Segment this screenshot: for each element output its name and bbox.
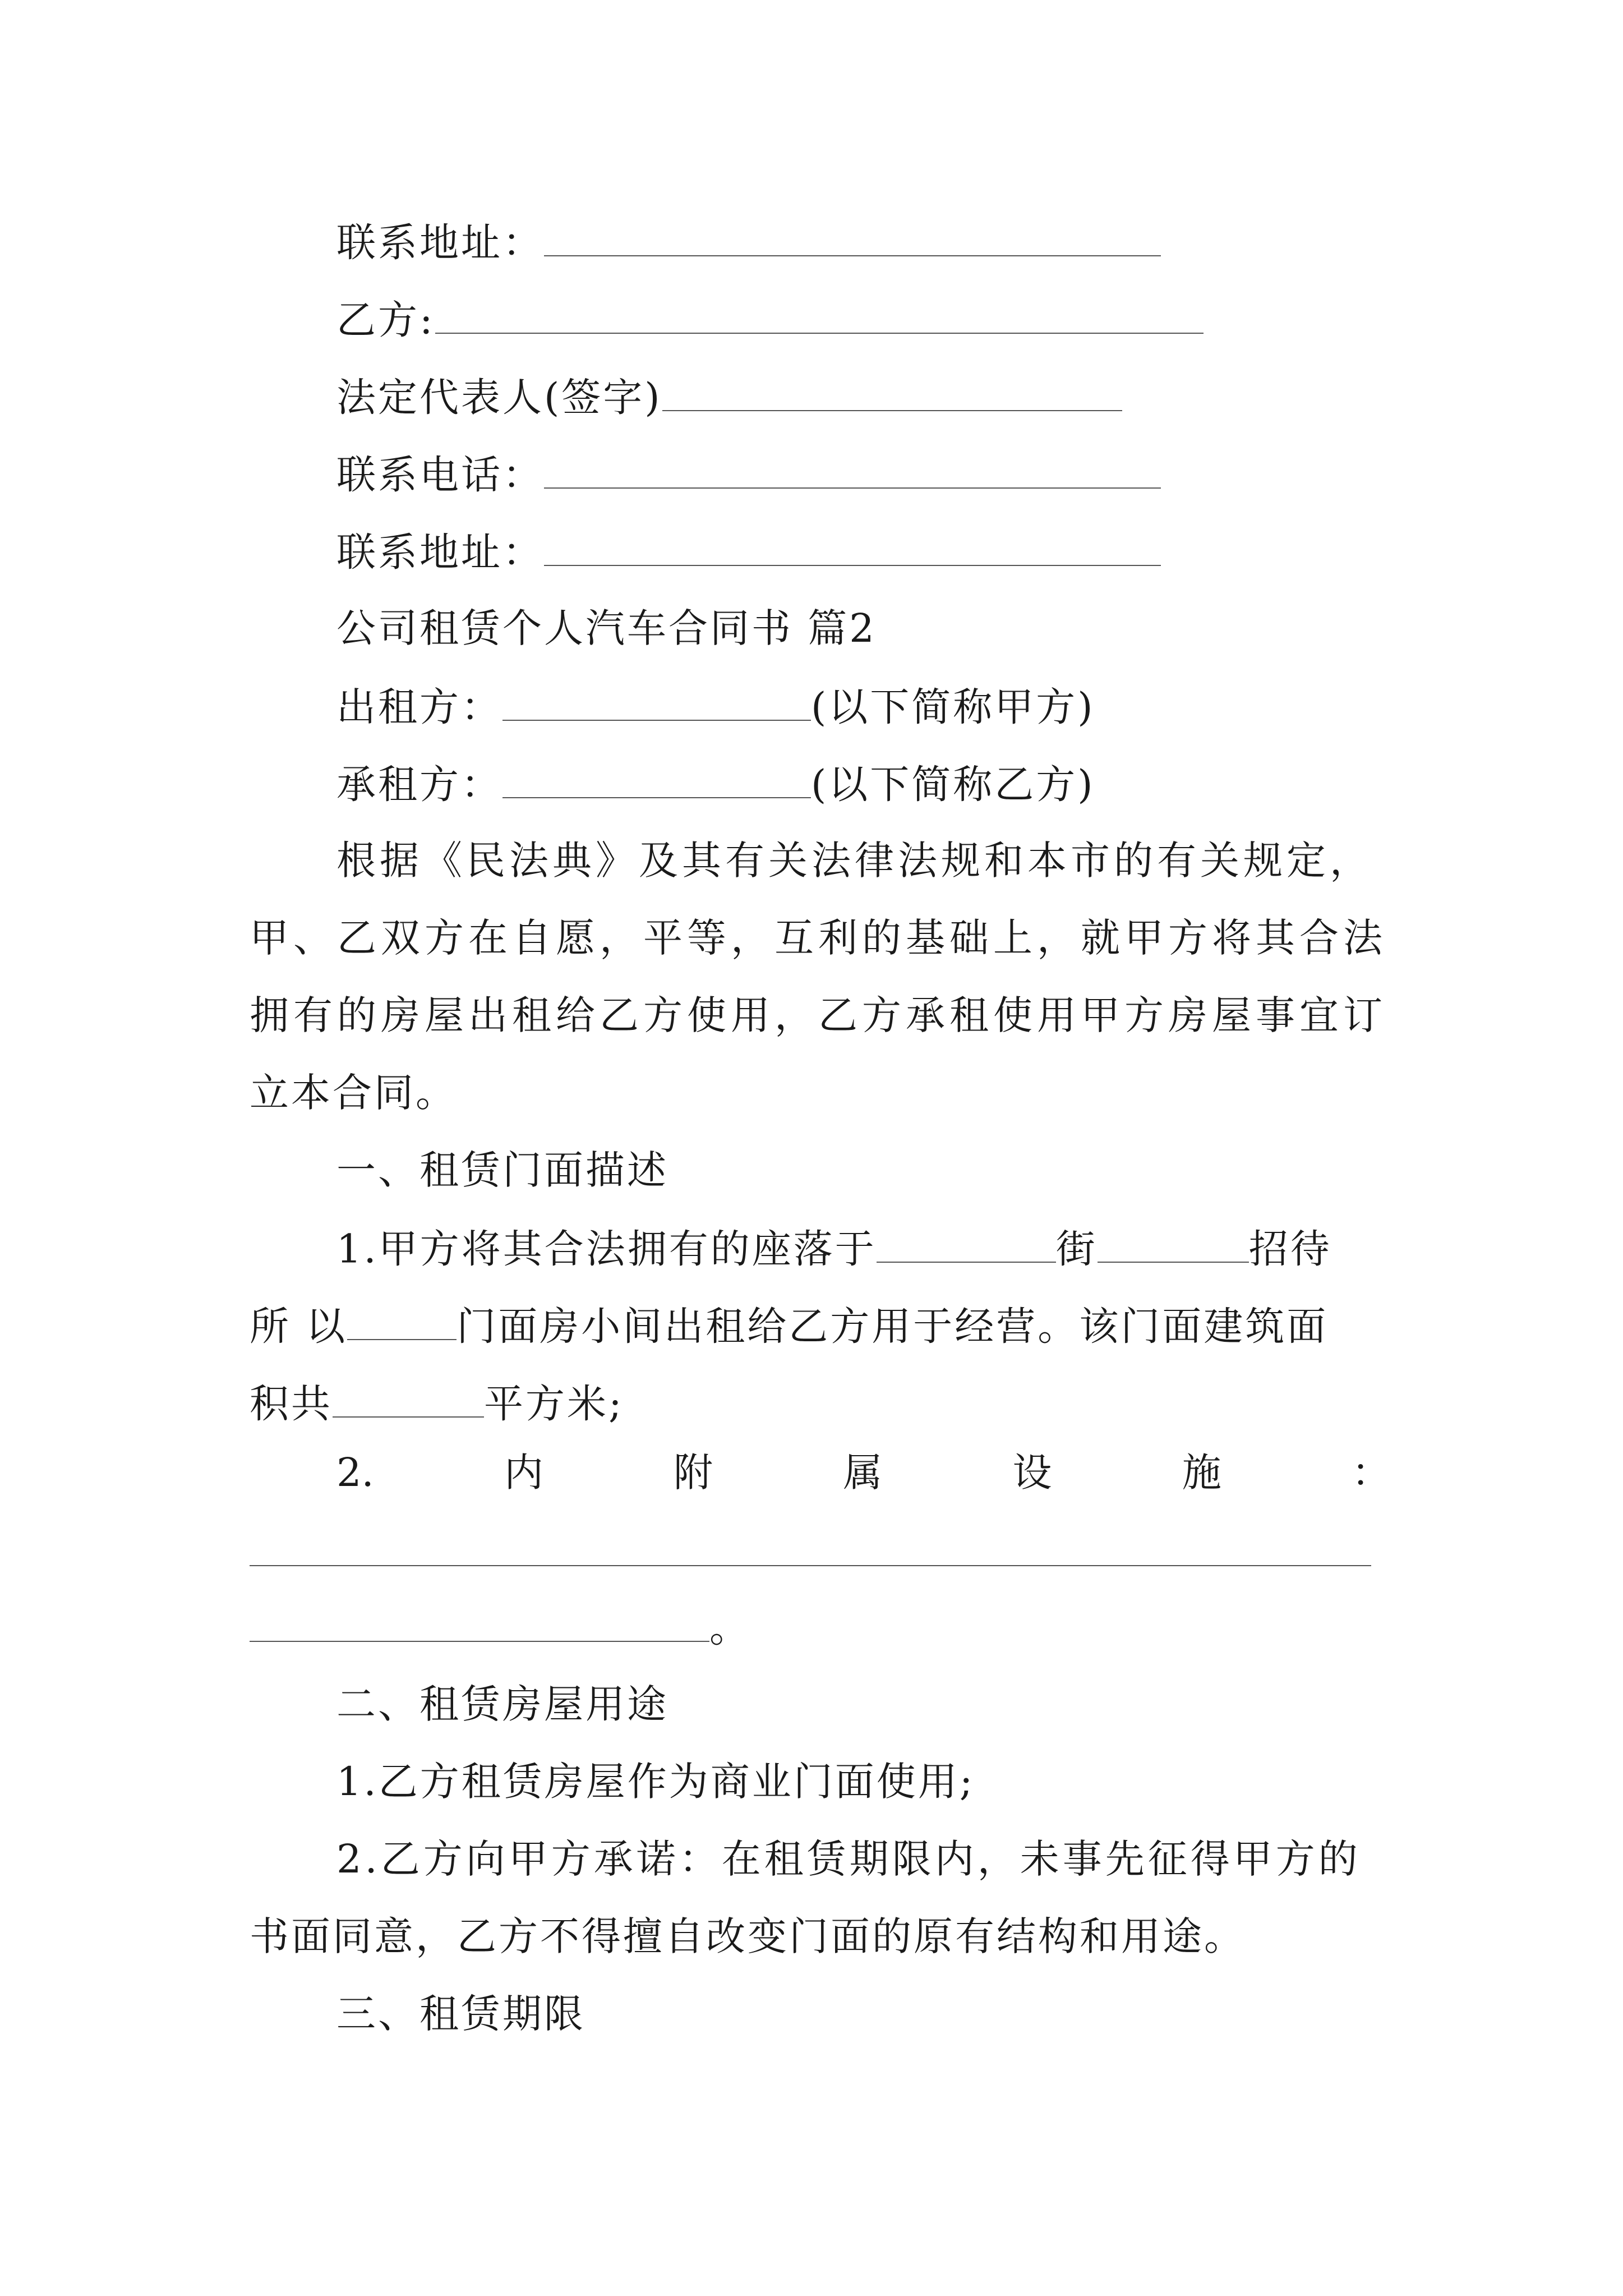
clause-1-part-2: 招待 bbox=[1248, 1226, 1332, 1272]
lessor-blank[interactable] bbox=[502, 686, 811, 721]
use-2-line-2: 书面同意，乙方不得擅自改变门面的原有结构和用途。 bbox=[250, 1913, 1246, 1959]
heading-3: 三、租赁期限 bbox=[336, 1991, 585, 2037]
b-address-line bbox=[336, 529, 1161, 576]
lessee-line bbox=[336, 761, 1095, 808]
clause-1-line-3-a: 积共 bbox=[250, 1381, 333, 1427]
clause-2-char: 设 bbox=[1012, 1450, 1052, 1496]
facilities-blank-2[interactable] bbox=[250, 1607, 709, 1642]
clause-1-line-3 bbox=[250, 1381, 624, 1427]
clause-1-street: 街 bbox=[1055, 1226, 1098, 1272]
intro-line-3: 拥有的房屋出租给乙方使用，乙方承租使用甲方房屋事宜订 bbox=[250, 992, 1387, 1038]
clause-2-char: 附 bbox=[674, 1450, 713, 1496]
b-address-blank[interactable] bbox=[544, 531, 1161, 566]
clause-1-line-2 bbox=[250, 1303, 1329, 1350]
facilities-blank-1[interactable] bbox=[250, 1565, 1371, 1566]
legal-rep-label: 法定代表人(签字) bbox=[336, 374, 662, 421]
clause-2-char: 2. bbox=[336, 1450, 374, 1496]
clause-1-line-2-b: 门面房小间出租给乙方用于经营。该门面建筑面 bbox=[457, 1303, 1329, 1350]
clause-2-heading bbox=[336, 1450, 1391, 1496]
legal-rep-blank[interactable] bbox=[662, 376, 1122, 411]
intro-line-1: 根据《民法典》及其有关法律法规和本市的有关规定， bbox=[336, 838, 1373, 884]
lessee-label: 承租方： bbox=[336, 761, 502, 808]
b-party-blank[interactable] bbox=[435, 299, 1204, 334]
a-address-label: 联系地址： bbox=[336, 219, 544, 266]
b-phone-line bbox=[336, 452, 1161, 498]
use-1: 1.乙方租赁房屋作为商业门面使用; bbox=[336, 1759, 975, 1805]
b-party-line bbox=[336, 297, 1204, 343]
clause-2-char: ： bbox=[1351, 1450, 1391, 1496]
area-blank[interactable] bbox=[333, 1383, 484, 1418]
intro-line-4: 立本合同。 bbox=[250, 1070, 457, 1116]
section-title: 公司租赁个人汽车合同书 篇2 bbox=[336, 605, 877, 651]
b-party-label: 乙方: bbox=[336, 297, 435, 343]
facilities-line-2 bbox=[250, 1605, 751, 1651]
intro-line-2: 甲、乙双方在自愿，平等，互利的基础上，就甲方将其合法 bbox=[250, 915, 1387, 961]
lessor-line bbox=[336, 684, 1095, 730]
lessee-blank[interactable] bbox=[502, 763, 811, 798]
clause-2-char: 施 bbox=[1182, 1450, 1221, 1496]
b-phone-label: 联系电话： bbox=[336, 452, 544, 498]
clause-1-part-1: 1.甲方将其合法拥有的座落于 bbox=[336, 1226, 877, 1272]
clause-2-char: 内 bbox=[504, 1450, 543, 1496]
heading-2: 二、租赁房屋用途 bbox=[336, 1681, 668, 1727]
legal-rep-line bbox=[336, 374, 1122, 421]
clause-1-line-2-a: 所 以 bbox=[250, 1303, 348, 1350]
b-address-label: 联系地址： bbox=[336, 529, 544, 576]
street-blank[interactable] bbox=[1098, 1228, 1249, 1263]
lessor-label: 出租方： bbox=[336, 684, 502, 730]
lessor-suffix: (以下简称甲方) bbox=[811, 684, 1095, 730]
heading-1: 一、租赁门面描述 bbox=[336, 1147, 668, 1193]
location-blank[interactable] bbox=[877, 1228, 1056, 1263]
clause-2-char: 属 bbox=[843, 1450, 883, 1496]
lessee-suffix: (以下简称乙方) bbox=[811, 761, 1095, 808]
b-phone-blank[interactable] bbox=[544, 454, 1161, 489]
use-2-line-1: 2.乙方向甲方承诺：在租赁期限内，未事先征得甲方的 bbox=[336, 1836, 1361, 1882]
rooms-blank[interactable] bbox=[347, 1305, 457, 1340]
clause-2-end: 。 bbox=[709, 1605, 751, 1651]
clause-1-line-3-b: 平方米; bbox=[484, 1381, 624, 1427]
a-address-line bbox=[336, 219, 1161, 266]
a-address-blank[interactable] bbox=[544, 222, 1161, 256]
clause-1-line-1 bbox=[336, 1226, 1332, 1272]
